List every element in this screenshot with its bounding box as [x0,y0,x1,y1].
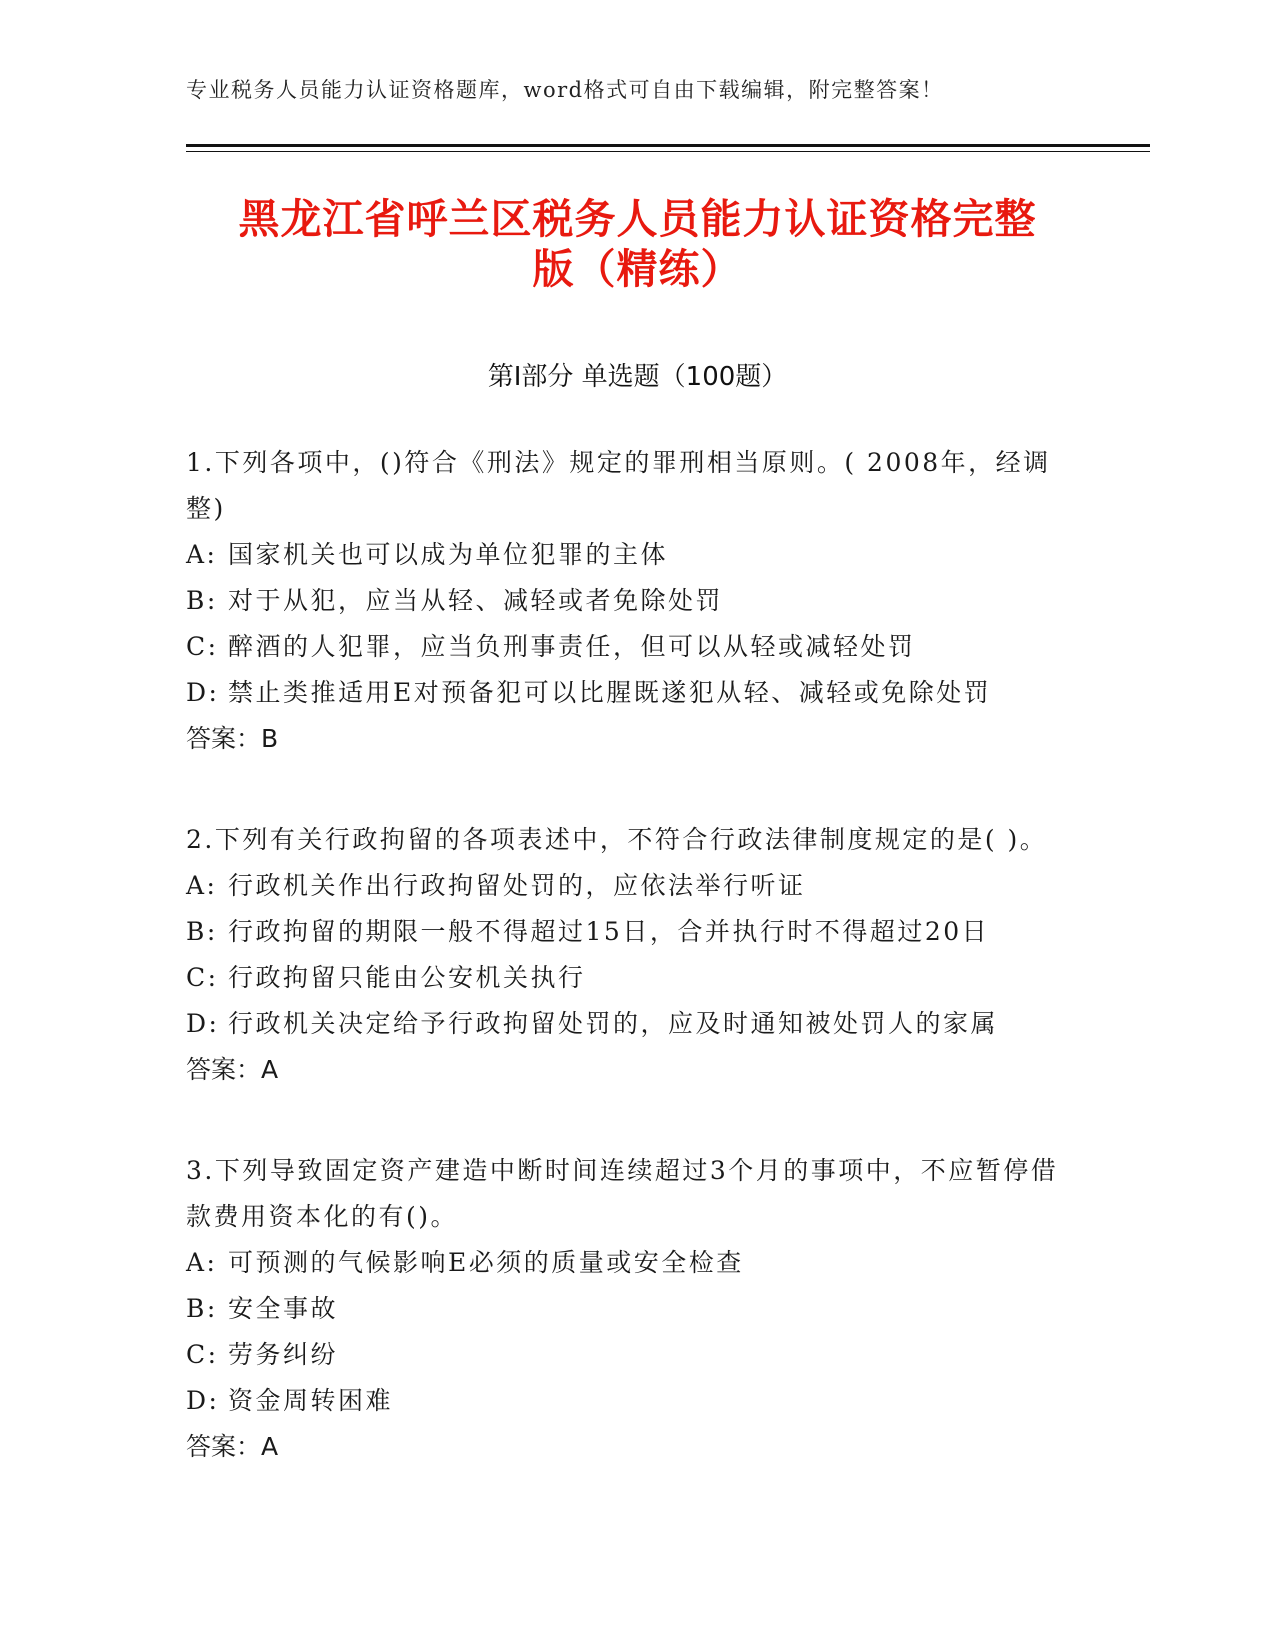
question-list [186,440,1076,1525]
header-rule-thin [186,151,1150,152]
option-key: B: [186,917,218,946]
question-1 [186,440,1076,762]
option-b [186,1286,1076,1332]
question-2 [186,817,1076,1093]
option-c [186,624,1076,670]
answer: 答案：A [186,1055,279,1084]
option-key: A: [186,540,218,569]
question-stem: 1.下列各项中，()符合《刑法》规定的罪刑相当原则。( 2008年，经调整) [186,448,1051,523]
question-stem: 3.下列导致固定资产建造中断时间连续超过3个月的事项中，不应暂停借款费用资本化的有()。 [186,1156,1059,1231]
option-b [186,909,1076,955]
option-text: 醉酒的人犯罪，应当负刑事责任，但可以从轻或减轻处罚 [228,632,916,661]
option-text: 行政拘留只能由公安机关执行 [228,963,586,992]
option-text: 行政拘留的期限一般不得超过15日，合并执行时不得超过20日 [228,917,990,946]
option-key: C: [186,632,219,661]
option-key: C: [186,1340,219,1369]
option-text: 对于从犯，应当从轻、减轻或者免除处罚 [228,586,724,615]
answer: 答案：A [186,1432,279,1461]
document-title-line2: 版（精练） [532,245,743,293]
question-3 [186,1148,1076,1470]
option-key: D: [186,678,220,707]
option-a [186,532,1076,578]
option-text: 行政机关决定给予行政拘留处罚的，应及时通知被处罚人的家属 [228,1009,999,1038]
option-key: D: [186,1386,220,1415]
header-note: 专业税务人员能力认证资格题库，word格式可自由下载编辑，附完整答案！ [186,78,944,102]
question-stem: 2.下列有关行政拘留的各项表述中，不符合行政法律制度规定的是( )。 [186,825,1048,854]
section-title: 第I部分 单选题（100题） [487,362,788,392]
option-key: A: [186,1248,218,1277]
option-text: 资金周转困难 [228,1386,394,1415]
option-key: C: [186,963,219,992]
document-title [150,194,1125,294]
option-a [186,863,1076,909]
option-text: 行政机关作出行政拘留处罚的，应依法举行听证 [228,871,806,900]
option-d [186,1001,1076,1047]
option-d [186,670,1076,716]
option-key: D: [186,1009,220,1038]
option-text: 禁止类推适用E对预备犯可以比腥既遂犯从轻、减轻或免除处罚 [228,678,992,707]
option-c [186,1332,1076,1378]
option-d [186,1378,1076,1424]
option-key: A: [186,871,218,900]
option-key: B: [186,586,218,615]
option-a [186,1240,1076,1286]
option-b [186,578,1076,624]
answer: 答案：B [186,724,279,753]
option-text: 安全事故 [228,1294,339,1323]
option-text: 劳务纠纷 [228,1340,339,1369]
option-c [186,955,1076,1001]
option-text: 国家机关也可以成为单位犯罪的主体 [228,540,669,569]
header-rule-thick [186,144,1150,147]
option-key: B: [186,1294,218,1323]
option-text: 可预测的气候影响E必须的质量或安全检查 [228,1248,744,1277]
document-title-line1: 黑龙江省呼兰区税务人员能力认证资格完整 [238,195,1037,243]
